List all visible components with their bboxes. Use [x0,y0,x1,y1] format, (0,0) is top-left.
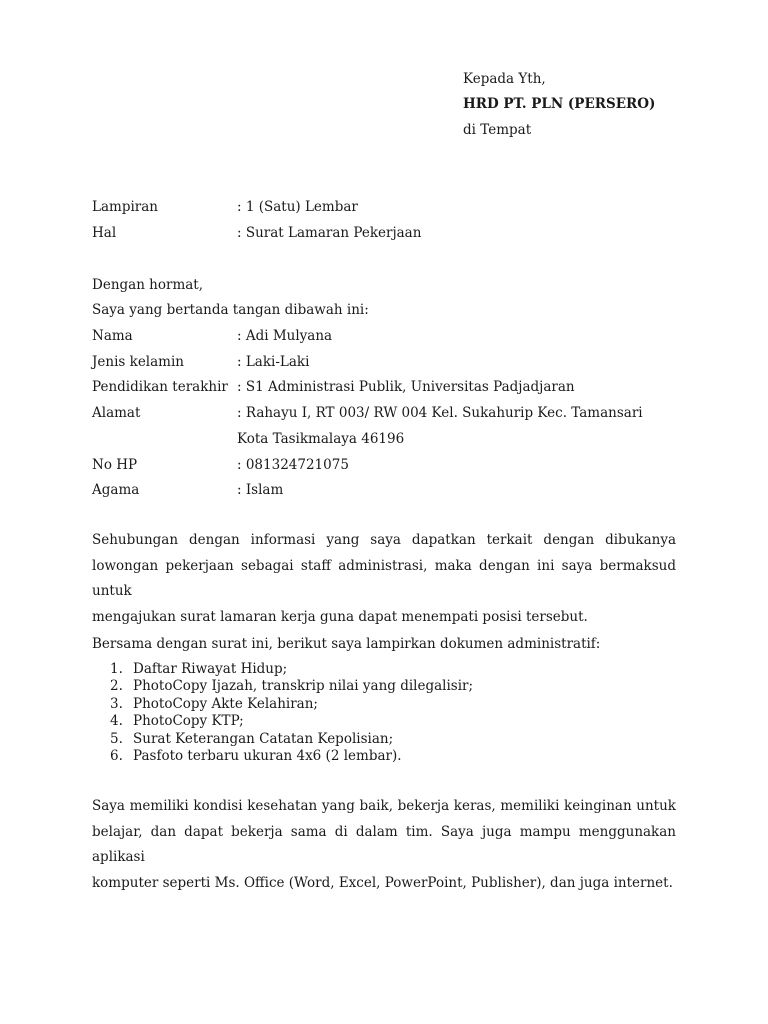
recipient-place: di Tempat [463,122,532,138]
phone-label: No HP [92,457,138,473]
recipient-company: HRD PT. PLN (PERSERO) [463,96,656,112]
list-item: 6. Pasfoto terbaru ukuran 4x6 (2 lembar). [110,747,402,764]
education-label: Pendidikan terakhir [92,379,228,395]
paragraph-qualifications [92,794,676,897]
list-item: 4. PhotoCopy KTP; [110,713,244,730]
hal-label: Hal [92,225,117,241]
paragraph-vacancy-text: Sehubungan dengan informasi yang saya dapatkan terkait dengan dibukanya lowongan pekerjaan sebagai staff administrasi, maka dengan ini saya bermaksud untuk [92,532,676,600]
religion-label: Agama [92,482,140,498]
phone-value: : 081324721075 [237,457,349,473]
list-item: 2. PhotoCopy Ijazah, transkrip nilai yang dilegalisir; [110,678,474,695]
paragraph-qualifications-last-line: komputer seperti Ms. Office (Word, Excel, PowerPoint, Publisher), dan juga internet. [92,875,673,892]
intro-line: Saya yang bertanda tangan dibawah ini: [92,302,369,318]
salutation: Dengan hormat, [92,277,204,293]
address-line-1: : Rahayu I, RT 003/ RW 004 Kel. Sukahurip Kec. Tamansari [237,405,643,421]
list-item: 3. PhotoCopy Akte Kelahiran; [110,695,318,712]
attachments-list [92,661,592,765]
attachments-intro: Bersama dengan surat ini, berikut saya lampirkan dokumen administratif: [92,636,601,652]
paragraph-vacancy-last-line: mengajukan surat lamaran kerja guna dapat menempati posisi tersebut. [92,609,588,626]
lampiran-value: : 1 (Satu) Lembar [237,199,358,215]
education-value: : S1 Administrasi Publik, Universitas Padjadjaran [237,379,575,395]
address-label: Alamat [92,405,141,421]
lampiran-label: Lampiran [92,199,158,215]
list-item: 5. Surat Keterangan Catatan Kepolisian; [110,730,394,747]
nama-value: : Adi Mulyana [237,328,333,344]
gender-label: Jenis kelamin [92,354,184,370]
hal-value: : Surat Lamaran Pekerjaan [237,225,422,241]
paragraph-vacancy [92,528,676,631]
paragraph-qualifications-text: Saya memiliki kondisi kesehatan yang baik, bekerja keras, memiliki keinginan untuk belajar, dan dapat bekerja sama di dalam tim. Saya juga mampu menggunakan aplikasi [92,798,676,866]
address-line-2: Kota Tasikmalaya 46196 [237,431,405,447]
nama-label: Nama [92,328,133,344]
religion-value: : Islam [237,482,284,498]
recipient-greeting: Kepada Yth, [463,71,546,87]
list-item: 1. Daftar Riwayat Hidup; [110,661,288,677]
gender-value: : Laki-Laki [237,354,310,370]
